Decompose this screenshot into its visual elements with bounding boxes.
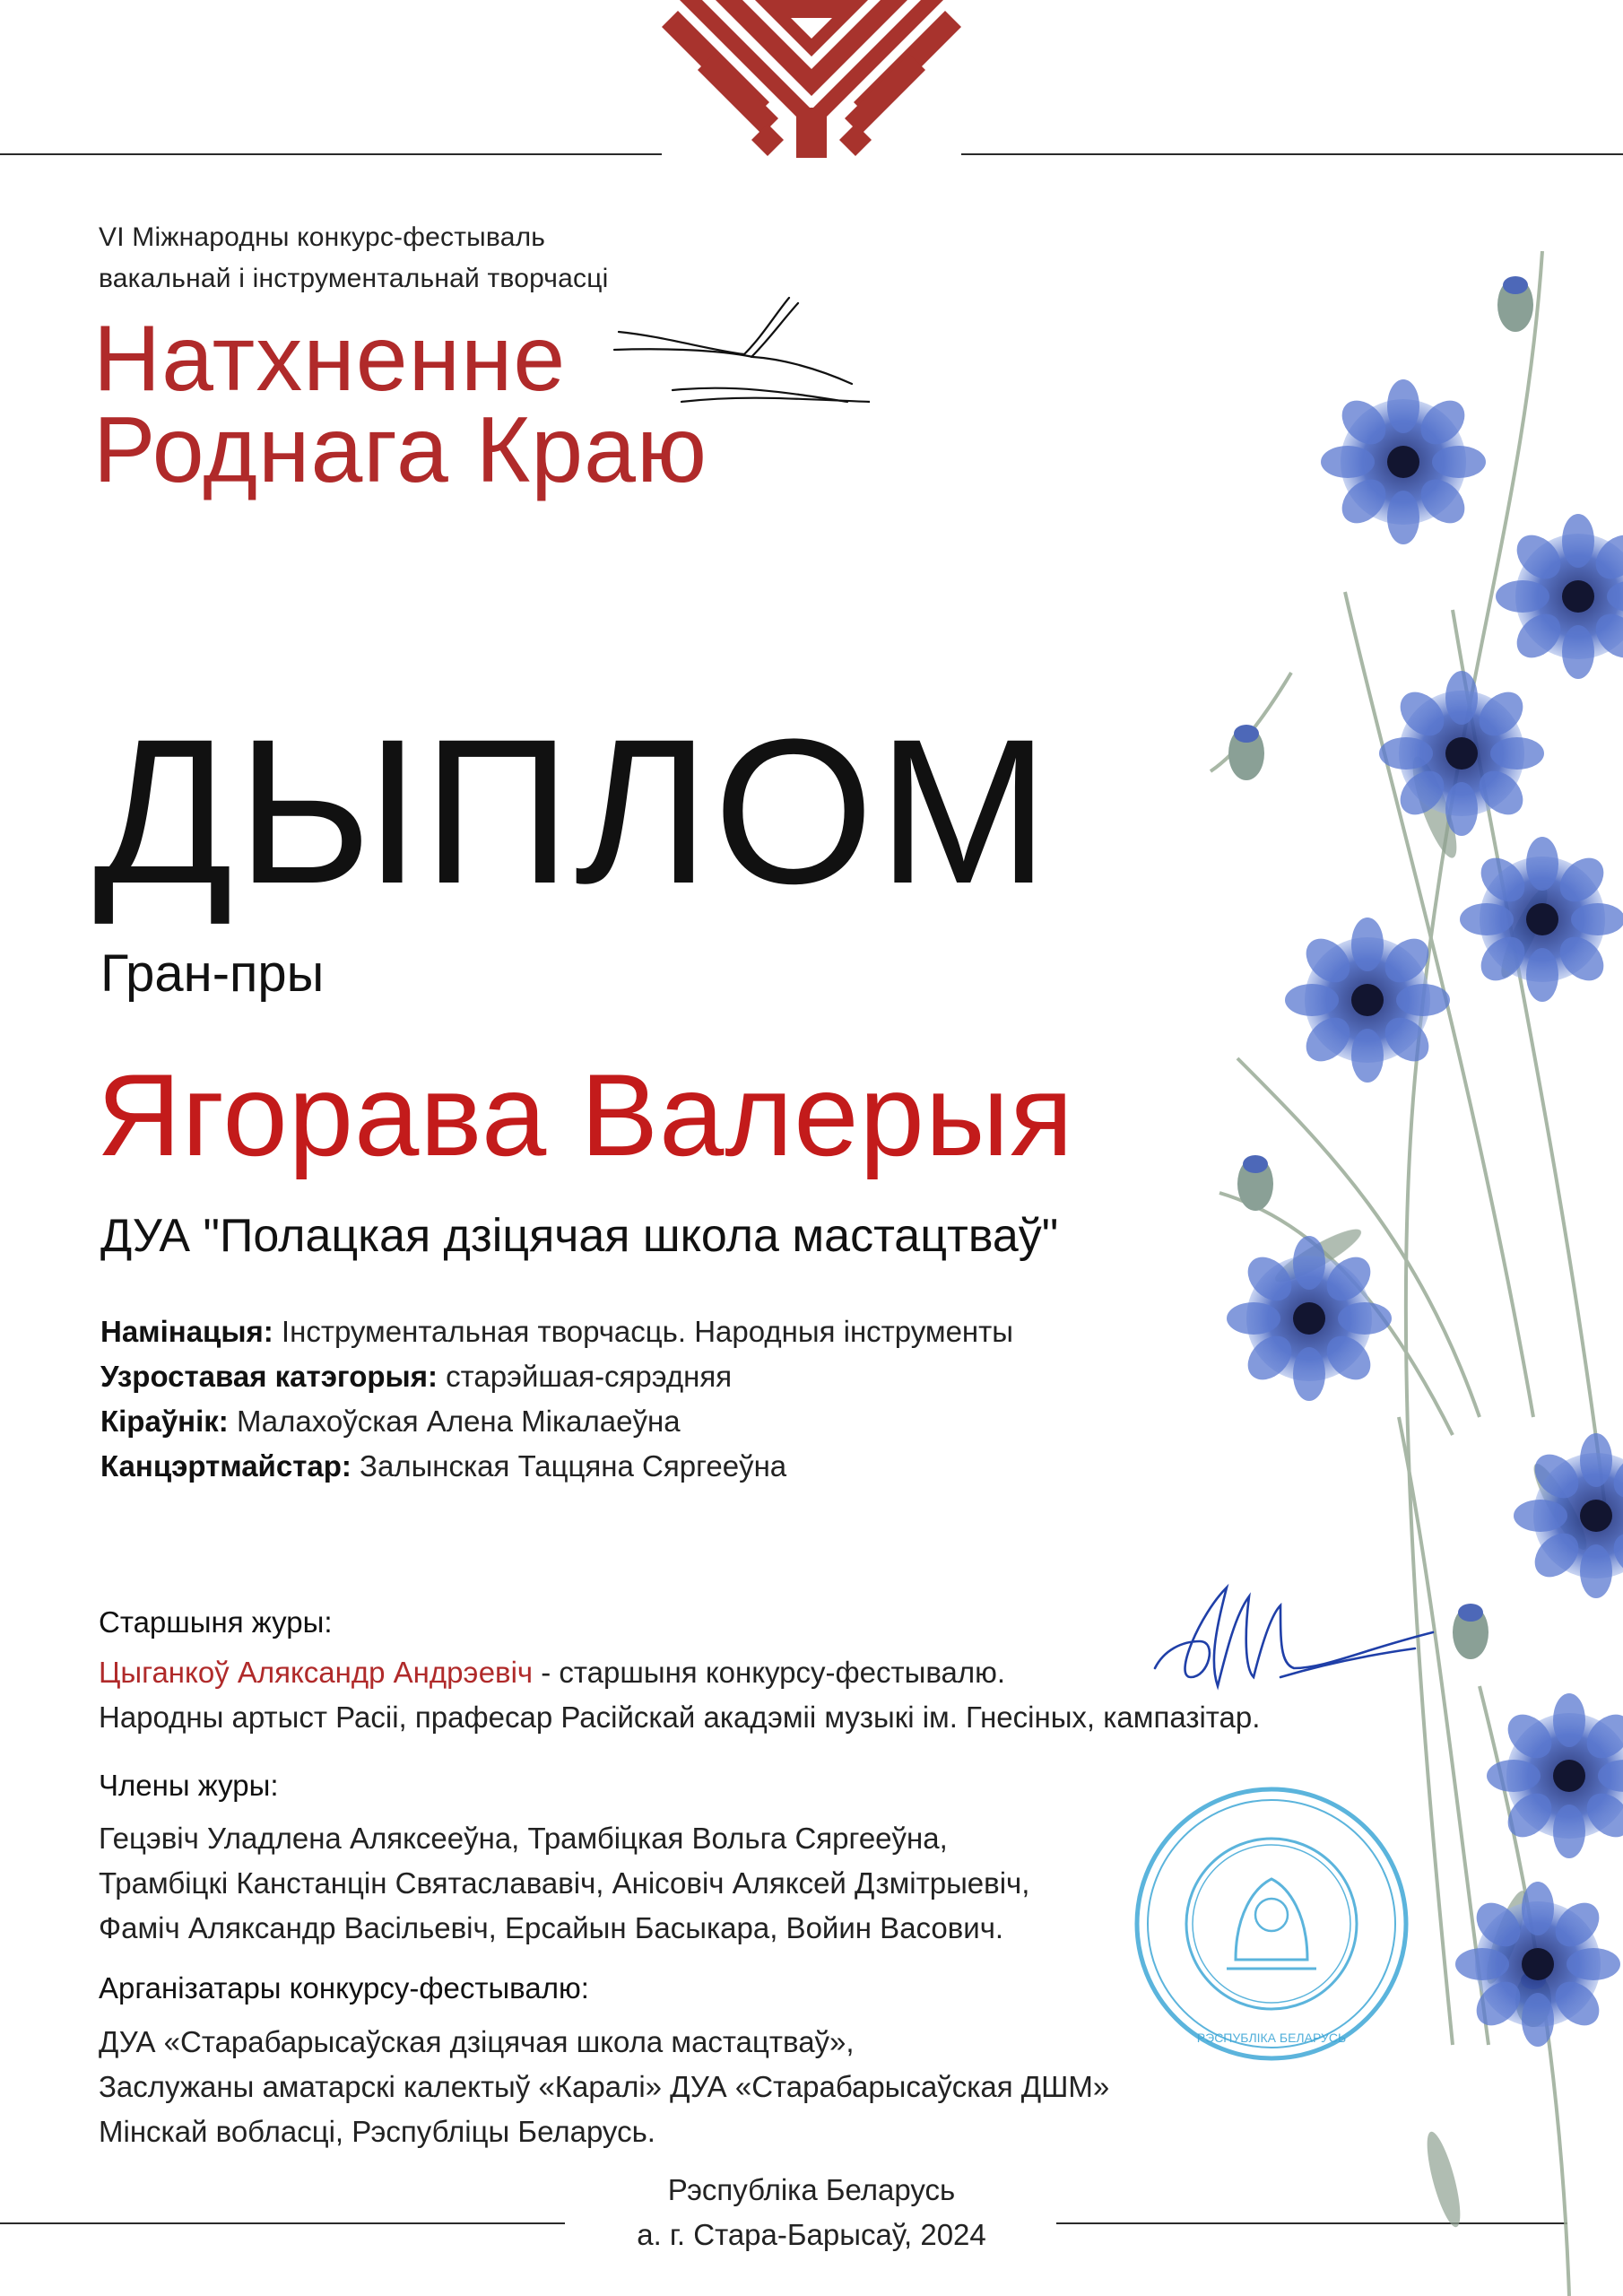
jury-chair-block (99, 1650, 1260, 1740)
signature-icon (1146, 1578, 1442, 1704)
detail-label: Намінацыя: (100, 1315, 273, 1348)
detail-row (100, 1354, 1013, 1399)
detail-value: Інструментальная творчасць. Народныя інструменты (273, 1315, 1013, 1348)
jury-members-line: Трамбіцкі Канстанцін Святаслававіч, Анісовіч Аляксей Дзмітрыевіч, (99, 1866, 1030, 1900)
jury-members-heading: Члены журы: (99, 1769, 279, 1802)
detail-row (100, 1309, 1013, 1354)
diploma-title: ДЫПЛОМ (93, 696, 1054, 926)
brand-title-line-1: Натхненне (93, 307, 567, 411)
stamp-bottom-text: РЭСПУБЛІКА БЕЛАРУСЬ (1196, 2031, 1347, 2045)
organizers-line: Заслужаны аматарскі калектыў «Каралі» ДУА «Старабарысаўская ДШМ» (99, 2070, 1110, 2103)
official-stamp-icon (1128, 1780, 1415, 2067)
detail-label: Узроставая катэгорыя: (100, 1360, 438, 1393)
jury-members-line: Фаміч Аляксандр Васільевіч, Ерсайын Басыкара, Войин Васович. (99, 1911, 1004, 1944)
brand-title-line-2: Роднага Краю (93, 398, 707, 502)
detail-value: Малахоўская Алена Мікалаеўна (228, 1405, 681, 1438)
organizers-line: Мінскай вобласці, Рэспубліцы Беларусь. (99, 2115, 655, 2148)
detail-label: Кіраўнік: (100, 1405, 229, 1438)
detail-row (100, 1444, 1013, 1489)
detail-label: Канцэртмайстар: (100, 1449, 352, 1483)
school-name: ДУА "Полацкая дзіцячая школа мастацтваў" (100, 1210, 1059, 1262)
organizers-heading: Арганізатары конкурсу-фестывалю: (99, 1971, 589, 2005)
detail-value: старэйшая-сярэдняя (437, 1360, 733, 1393)
laureate-name: Ягорава Валерыя (97, 1049, 1074, 1180)
top-rule-left (0, 153, 662, 155)
jury-members-list (99, 1816, 1029, 1951)
bird-logo-icon (610, 287, 870, 413)
organizers-list (99, 2020, 1109, 2154)
jury-members-line: Гецэвіч Уладлена Аляксееўна, Трамбіцкая Вольга Сяргееўна, (99, 1822, 948, 1855)
festival-subtitle-line-2: вакальнай і інструментальнай творчасці (99, 264, 609, 293)
footer-country: Рэспубліка Беларусь (667, 2173, 956, 2206)
detail-row (100, 1399, 1013, 1444)
footer-place-year: а. г. Стара-Барысаў, 2024 (637, 2218, 986, 2251)
organizers-line: ДУА «Старабарысаўская дзіцячая школа мастацтваў», (99, 2025, 855, 2058)
detail-value: Залынская Таццяна Сяргееўна (351, 1449, 787, 1483)
jury-chair-title: Народны артыст Расіі, прафесар Расійскай акадэміі музыкі ім. Гнесіных, кампазітар. (99, 1700, 1261, 1734)
award-name: Гран-пры (100, 944, 325, 1003)
festival-subtitle-line-1: VI Міжнародны конкурс-фестываль (99, 222, 546, 252)
jury-chair-heading: Старшыня журы: (99, 1605, 333, 1639)
top-rule-right (961, 153, 1623, 155)
jury-chair-role: - старшыня конкурсу-фестывалю. (533, 1656, 1006, 1689)
details-block (100, 1309, 1013, 1489)
belarusian-ornament-icon (662, 0, 961, 158)
jury-chair-name: Цыганкоў Аляксандр Андрэевіч (99, 1656, 534, 1689)
